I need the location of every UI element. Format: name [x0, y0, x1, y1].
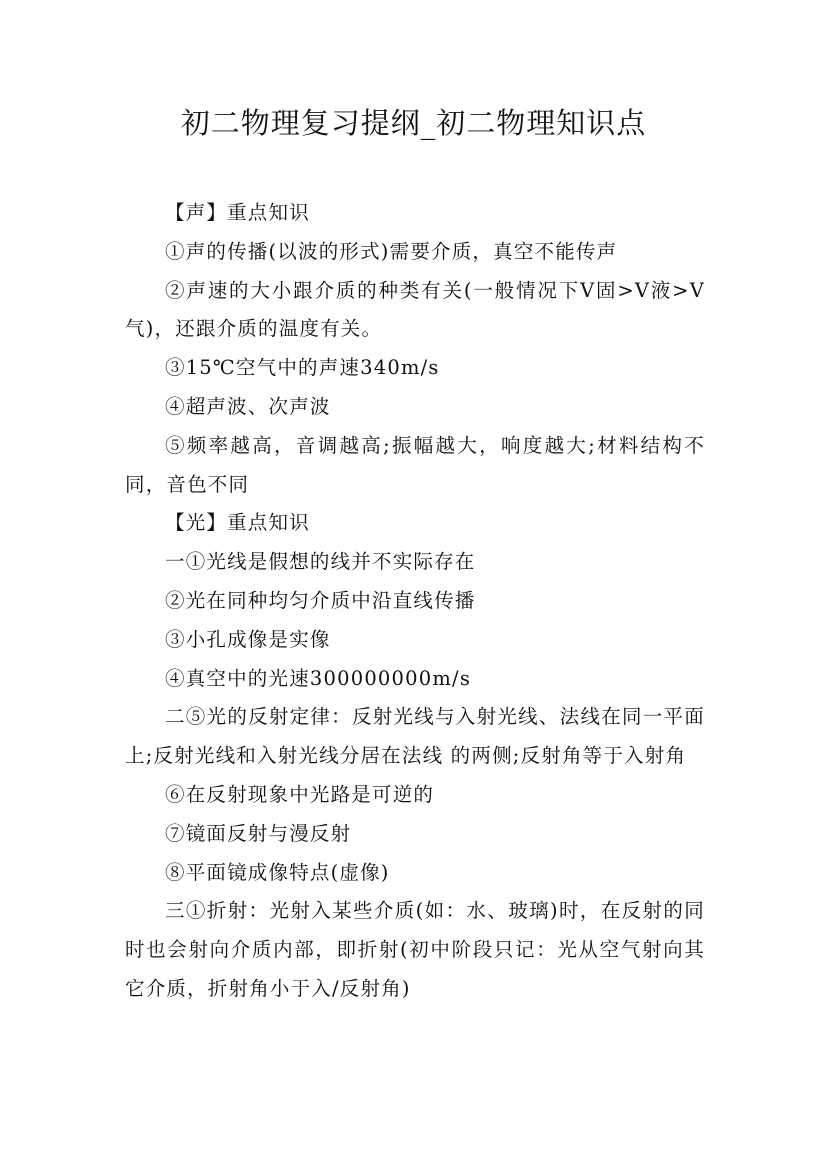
paragraph: ④超声波、次声波: [165, 394, 331, 418]
paragraph: ⑧平面镜成像特点(虚像): [165, 860, 390, 884]
paragraph: ③15℃空气中的声速340m/s: [165, 356, 440, 380]
paragraph: 二⑤光的反射定律：反射光线与入射光线、法线在同一平面上;反射光线和入射光线分居在法线 的两侧;反射角等于入射角: [125, 705, 705, 768]
paragraph: ②光在同种均匀介质中沿直线传播: [165, 588, 476, 612]
paragraph: ①声的传播(以波的形式)需要介质，真空不能传声: [165, 239, 618, 263]
paragraph: ④真空中的光速300000000m/s: [165, 666, 472, 690]
section-heading-light: 【光】重点知识: [165, 511, 310, 535]
document-body: [125, 194, 705, 1009]
paragraph: 三①折射：光射入某些介质(如：水、玻璃)时，在反射的同时也会射向介质内部，即折射(初中阶段只记：光从空气射向其它介质，折射角小于入/反射角): [125, 899, 705, 1000]
paragraph: ③小孔成像是实像: [165, 627, 331, 651]
paragraph: ②声速的大小跟介质的种类有关(一般情况下V固>V液>V气)，还跟介质的温度有关。: [125, 278, 705, 341]
paragraph: ⑦镜面反射与漫反射: [165, 821, 352, 845]
paragraph: ⑥在反射现象中光路是可逆的: [165, 782, 435, 806]
document-title: 初二物理复习提纲_初二物理知识点: [180, 106, 647, 140]
section-heading-sound: 【声】重点知识: [165, 201, 310, 224]
paragraph: 一①光线是假想的线并不实际存在: [165, 550, 476, 574]
paragraph: ⑤频率越高，音调越高;振幅越大，响度越大;材料结构不同，音色不同: [125, 433, 705, 496]
